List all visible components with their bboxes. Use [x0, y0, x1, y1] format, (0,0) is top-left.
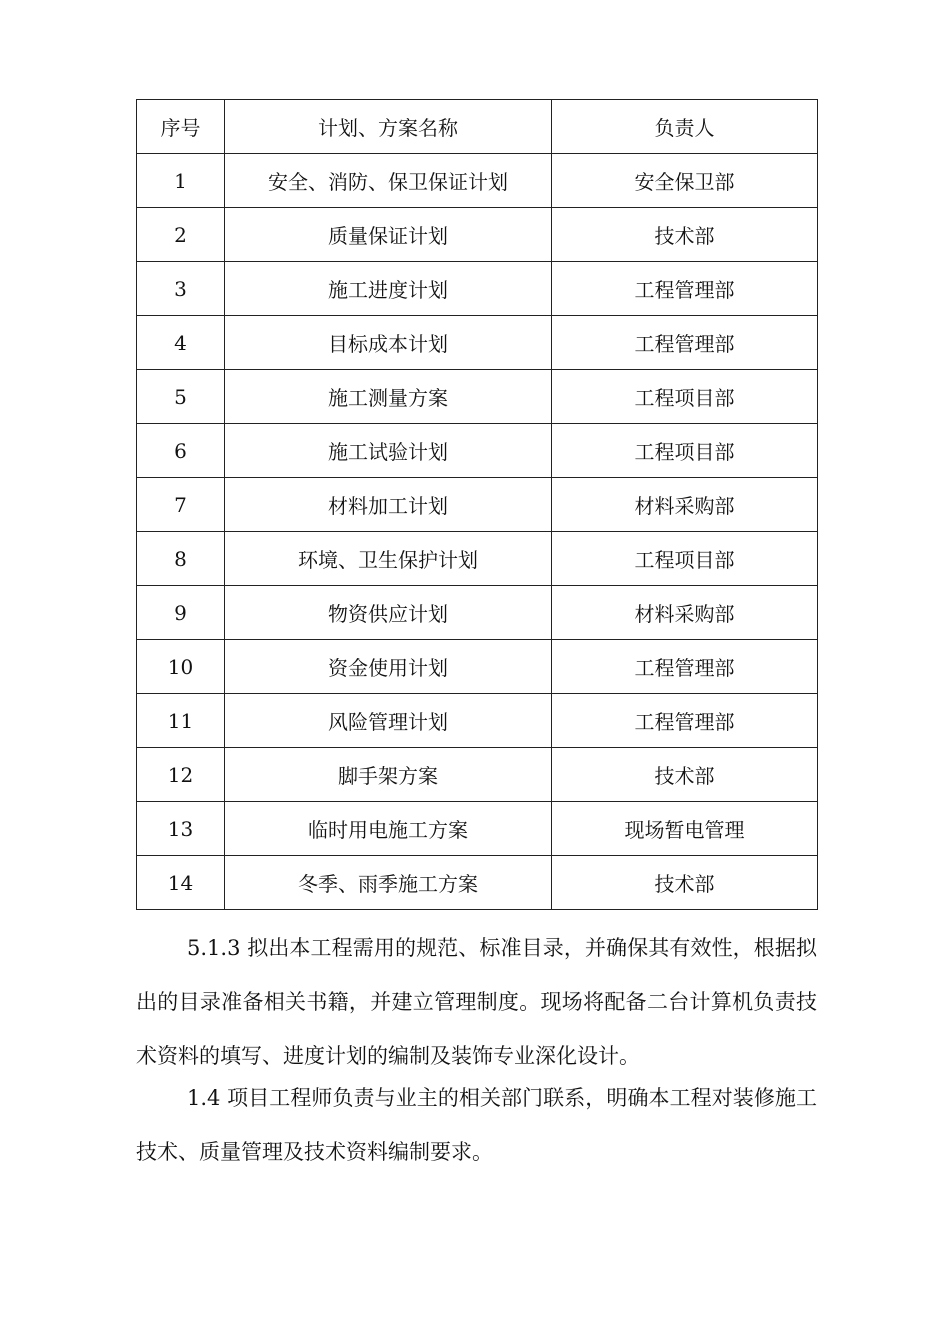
cell-name: 施工进度计划: [225, 262, 552, 316]
cell-name: 风险管理计划: [225, 694, 552, 748]
cell-no: 12: [137, 748, 225, 802]
cell-name: 物资供应计划: [225, 586, 552, 640]
cell-no: 7: [137, 478, 225, 532]
table-header-row: [137, 100, 818, 154]
cell-no: 6: [137, 424, 225, 478]
header-owner: 负责人: [552, 100, 818, 154]
cell-owner: 工程管理部: [552, 262, 818, 316]
header-name: 计划、方案名称: [225, 100, 552, 154]
table-row: [137, 316, 818, 370]
table-row: [137, 424, 818, 478]
table-row: [137, 478, 818, 532]
cell-no: 14: [137, 856, 225, 910]
table-row: [137, 586, 818, 640]
cell-name: 安全、消防、保卫保证计划: [225, 154, 552, 208]
cell-owner: 工程项目部: [552, 424, 818, 478]
cell-name: 材料加工计划: [225, 478, 552, 532]
cell-no: 4: [137, 316, 225, 370]
paragraph-standards-directory: 5.1.3 拟出本工程需用的规范、标准目录，并确保其有效性，根据拟出的目录准备相关书籍，并建立管理制度。现场将配备二台计算机负责技术资料的填写、进度计划的编制及装饰专业深化设计。: [136, 936, 817, 1068]
cell-no: 3: [137, 262, 225, 316]
cell-owner: 技术部: [552, 208, 818, 262]
table-row: [137, 748, 818, 802]
cell-owner: 现场暂电管理: [552, 802, 818, 856]
table-row: [137, 856, 818, 910]
cell-owner: 安全保卫部: [552, 154, 818, 208]
cell-name: 临时用电施工方案: [225, 802, 552, 856]
table-row: [137, 208, 818, 262]
header-no: 序号: [137, 100, 225, 154]
cell-name: 质量保证计划: [225, 208, 552, 262]
cell-owner: 工程项目部: [552, 370, 818, 424]
cell-no: 10: [137, 640, 225, 694]
cell-no: 11: [137, 694, 225, 748]
cell-no: 1: [137, 154, 225, 208]
cell-no: 9: [137, 586, 225, 640]
cell-name: 环境、卫生保护计划: [225, 532, 552, 586]
cell-owner: 工程管理部: [552, 694, 818, 748]
table-row: [137, 262, 818, 316]
cell-name: 冬季、雨季施工方案: [225, 856, 552, 910]
cell-no: 8: [137, 532, 225, 586]
cell-no: 2: [137, 208, 225, 262]
table-row: [137, 640, 818, 694]
cell-no: 5: [137, 370, 225, 424]
cell-owner: 技术部: [552, 856, 818, 910]
cell-owner: 技术部: [552, 748, 818, 802]
cell-owner: 工程管理部: [552, 316, 818, 370]
cell-owner: 工程项目部: [552, 532, 818, 586]
cell-name: 资金使用计划: [225, 640, 552, 694]
paragraph-project-engineer: 1.4 项目工程师负责与业主的相关部门联系，明确本工程对装修施工技术、质量管理及技术资料编制要求。: [136, 1086, 817, 1164]
cell-no: 13: [137, 802, 225, 856]
cell-owner: 工程管理部: [552, 640, 818, 694]
cell-owner: 材料采购部: [552, 586, 818, 640]
cell-name: 施工试验计划: [225, 424, 552, 478]
cell-name: 目标成本计划: [225, 316, 552, 370]
cell-name: 施工测量方案: [225, 370, 552, 424]
table-row: [137, 802, 818, 856]
table-row: [137, 532, 818, 586]
table-row: [137, 154, 818, 208]
cell-owner: 材料采购部: [552, 478, 818, 532]
table-row: [137, 370, 818, 424]
plan-table: [136, 99, 818, 910]
table-row: [137, 694, 818, 748]
cell-name: 脚手架方案: [225, 748, 552, 802]
